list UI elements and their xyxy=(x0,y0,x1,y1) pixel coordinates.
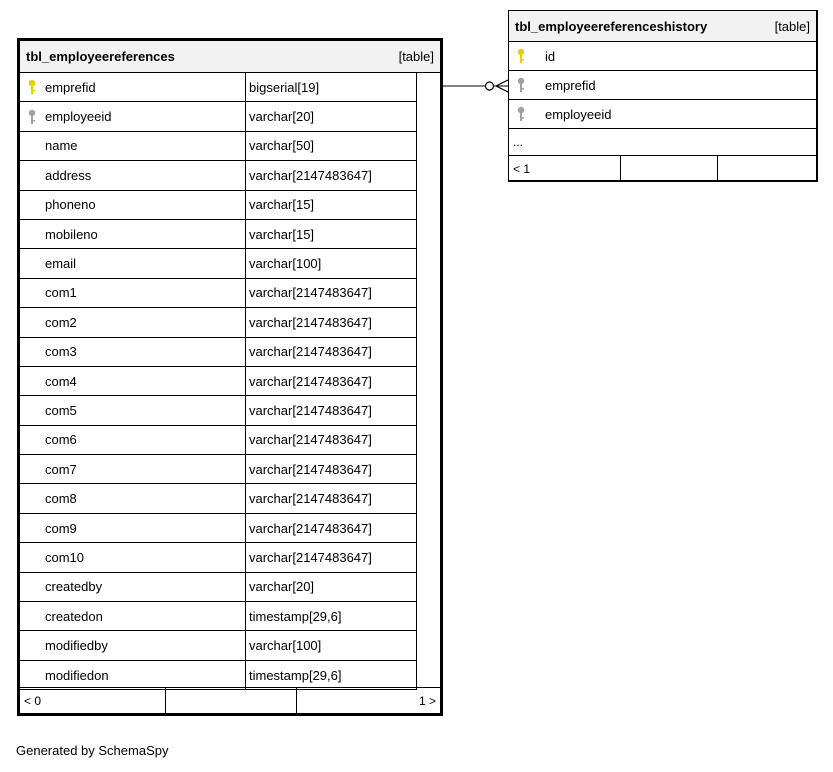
column-type: bigserial[19] xyxy=(246,73,417,101)
column-row-com8[interactable] xyxy=(20,484,417,513)
relationship-crowfoot xyxy=(496,80,508,86)
column-type: varchar[20] xyxy=(246,102,417,130)
column-type: varchar[2147483647] xyxy=(246,426,417,454)
column-name: com3 xyxy=(45,344,77,360)
table-header xyxy=(20,41,440,73)
key-slot xyxy=(20,109,44,125)
column-name: employeeid xyxy=(45,109,112,125)
footer-parents-count xyxy=(718,156,816,181)
column-name-cell xyxy=(20,602,246,630)
footer-spacer xyxy=(621,156,718,181)
column-name: modifiedby xyxy=(45,638,108,654)
foreign-key-icon xyxy=(517,106,525,122)
column-row-com10[interactable] xyxy=(20,543,417,572)
column-name: phoneno xyxy=(45,197,96,213)
column-row-com2[interactable] xyxy=(20,308,417,337)
column-row-com9[interactable] xyxy=(20,514,417,543)
table-footer xyxy=(509,156,816,181)
column-type: varchar[100] xyxy=(246,249,417,277)
column-name: employeeid xyxy=(545,106,612,122)
column-name: name xyxy=(45,138,78,154)
column-name: createdon xyxy=(45,608,103,624)
column-name: com4 xyxy=(45,373,77,389)
table-name: tbl_employeereferenceshistory xyxy=(515,18,708,34)
column-name: com6 xyxy=(45,432,77,448)
key-slot xyxy=(509,48,533,64)
column-row-address[interactable] xyxy=(20,161,417,190)
column-list xyxy=(20,73,417,690)
column-row-emprefid[interactable] xyxy=(509,71,816,100)
column-row-mobileno[interactable] xyxy=(20,220,417,249)
more-columns-ellipsis: ... xyxy=(509,129,816,156)
column-row-createdon[interactable] xyxy=(20,602,417,631)
column-name-cell xyxy=(509,42,816,70)
column-type: varchar[2147483647] xyxy=(246,279,417,307)
table-footer xyxy=(20,687,440,713)
column-name: mobileno xyxy=(45,226,98,242)
key-slot xyxy=(20,79,44,95)
column-row-com7[interactable] xyxy=(20,455,417,484)
relationship-zero-marker xyxy=(486,82,494,90)
column-name: emprefid xyxy=(45,79,96,95)
column-type: varchar[2147483647] xyxy=(246,367,417,395)
column-name: com1 xyxy=(45,285,77,301)
column-type: varchar[15] xyxy=(246,220,417,248)
column-name-cell xyxy=(20,73,246,101)
column-type: varchar[2147483647] xyxy=(246,455,417,483)
column-row-name[interactable] xyxy=(20,132,417,161)
column-row-id[interactable] xyxy=(509,42,816,71)
primary-key-icon xyxy=(517,48,525,64)
column-name-cell xyxy=(20,631,246,659)
column-type: varchar[2147483647] xyxy=(246,338,417,366)
column-name-cell xyxy=(20,102,246,130)
column-row-phoneno[interactable] xyxy=(20,191,417,220)
footer-parents-count: 1 > xyxy=(418,693,436,708)
table-gutter xyxy=(417,73,440,689)
column-row-employeeid[interactable] xyxy=(20,102,417,131)
column-type: varchar[2147483647] xyxy=(246,484,417,512)
column-name: com10 xyxy=(45,549,85,565)
table-header xyxy=(509,11,816,42)
primary-key-icon xyxy=(28,79,36,95)
column-row-com1[interactable] xyxy=(20,279,417,308)
column-name-cell xyxy=(20,514,246,542)
column-row-createdby[interactable] xyxy=(20,573,417,602)
column-row-com3[interactable] xyxy=(20,338,417,367)
column-name-cell xyxy=(20,161,246,189)
footer-children-count: < 1 xyxy=(509,156,621,181)
column-name-cell xyxy=(20,279,246,307)
foreign-key-icon xyxy=(28,109,36,125)
column-type: timestamp[29,6] xyxy=(246,602,417,630)
column-name-cell xyxy=(20,367,246,395)
column-row-modifiedby[interactable] xyxy=(20,631,417,660)
column-type: varchar[15] xyxy=(246,191,417,219)
column-type: varchar[2147483647] xyxy=(246,161,417,189)
column-name: com5 xyxy=(45,402,77,418)
column-type: varchar[2147483647] xyxy=(246,396,417,424)
column-name-cell xyxy=(20,661,246,689)
column-name-cell xyxy=(20,249,246,277)
column-name-cell xyxy=(509,71,816,99)
column-type: varchar[50] xyxy=(246,132,417,160)
column-row-email[interactable] xyxy=(20,249,417,278)
column-name: address xyxy=(45,167,92,183)
column-row-com5[interactable] xyxy=(20,396,417,425)
generated-by-label: Generated by SchemaSpy xyxy=(16,743,169,758)
column-name-cell xyxy=(509,100,816,128)
footer-spacer xyxy=(166,688,297,713)
column-name: email xyxy=(45,256,77,272)
key-slot xyxy=(509,106,533,122)
column-name: id xyxy=(545,48,556,64)
column-type: varchar[20] xyxy=(246,573,417,601)
column-row-modifiedon[interactable] xyxy=(20,661,417,690)
column-row-emprefid[interactable] xyxy=(20,73,417,102)
column-name: com7 xyxy=(45,461,77,477)
column-name-cell xyxy=(20,426,246,454)
column-name-cell xyxy=(20,132,246,160)
column-row-com6[interactable] xyxy=(20,426,417,455)
column-name-cell xyxy=(20,396,246,424)
key-slot xyxy=(509,77,533,93)
column-type: varchar[100] xyxy=(246,631,417,659)
column-name-cell xyxy=(20,543,246,571)
footer-children-count: < 0 xyxy=(20,688,166,713)
column-name: modifiedon xyxy=(45,667,109,683)
column-name-cell xyxy=(20,455,246,483)
column-name-cell xyxy=(20,220,246,248)
column-name-cell xyxy=(20,484,246,512)
column-row-employeeid[interactable] xyxy=(509,100,816,129)
column-name-cell xyxy=(20,573,246,601)
column-type: varchar[2147483647] xyxy=(246,308,417,336)
column-name: com8 xyxy=(45,491,77,507)
column-name-cell xyxy=(20,191,246,219)
column-list xyxy=(509,42,816,129)
table-type-label: [table] xyxy=(398,49,434,64)
column-name: com2 xyxy=(45,314,77,330)
table-name: tbl_employeereferences xyxy=(26,49,175,64)
column-name-cell xyxy=(20,308,246,336)
column-row-com4[interactable] xyxy=(20,367,417,396)
table-tbl-employeereferenceshistory[interactable] xyxy=(508,10,818,182)
foreign-key-icon xyxy=(517,77,525,93)
table-tbl-employeereferences[interactable] xyxy=(17,38,443,716)
column-name: com9 xyxy=(45,520,77,536)
column-name: createdby xyxy=(45,579,103,595)
column-type: varchar[2147483647] xyxy=(246,543,417,571)
table-type-label: [table] xyxy=(774,18,810,34)
column-type: varchar[2147483647] xyxy=(246,514,417,542)
column-name: emprefid xyxy=(545,77,596,93)
column-type: timestamp[29,6] xyxy=(246,661,417,689)
column-name-cell xyxy=(20,338,246,366)
